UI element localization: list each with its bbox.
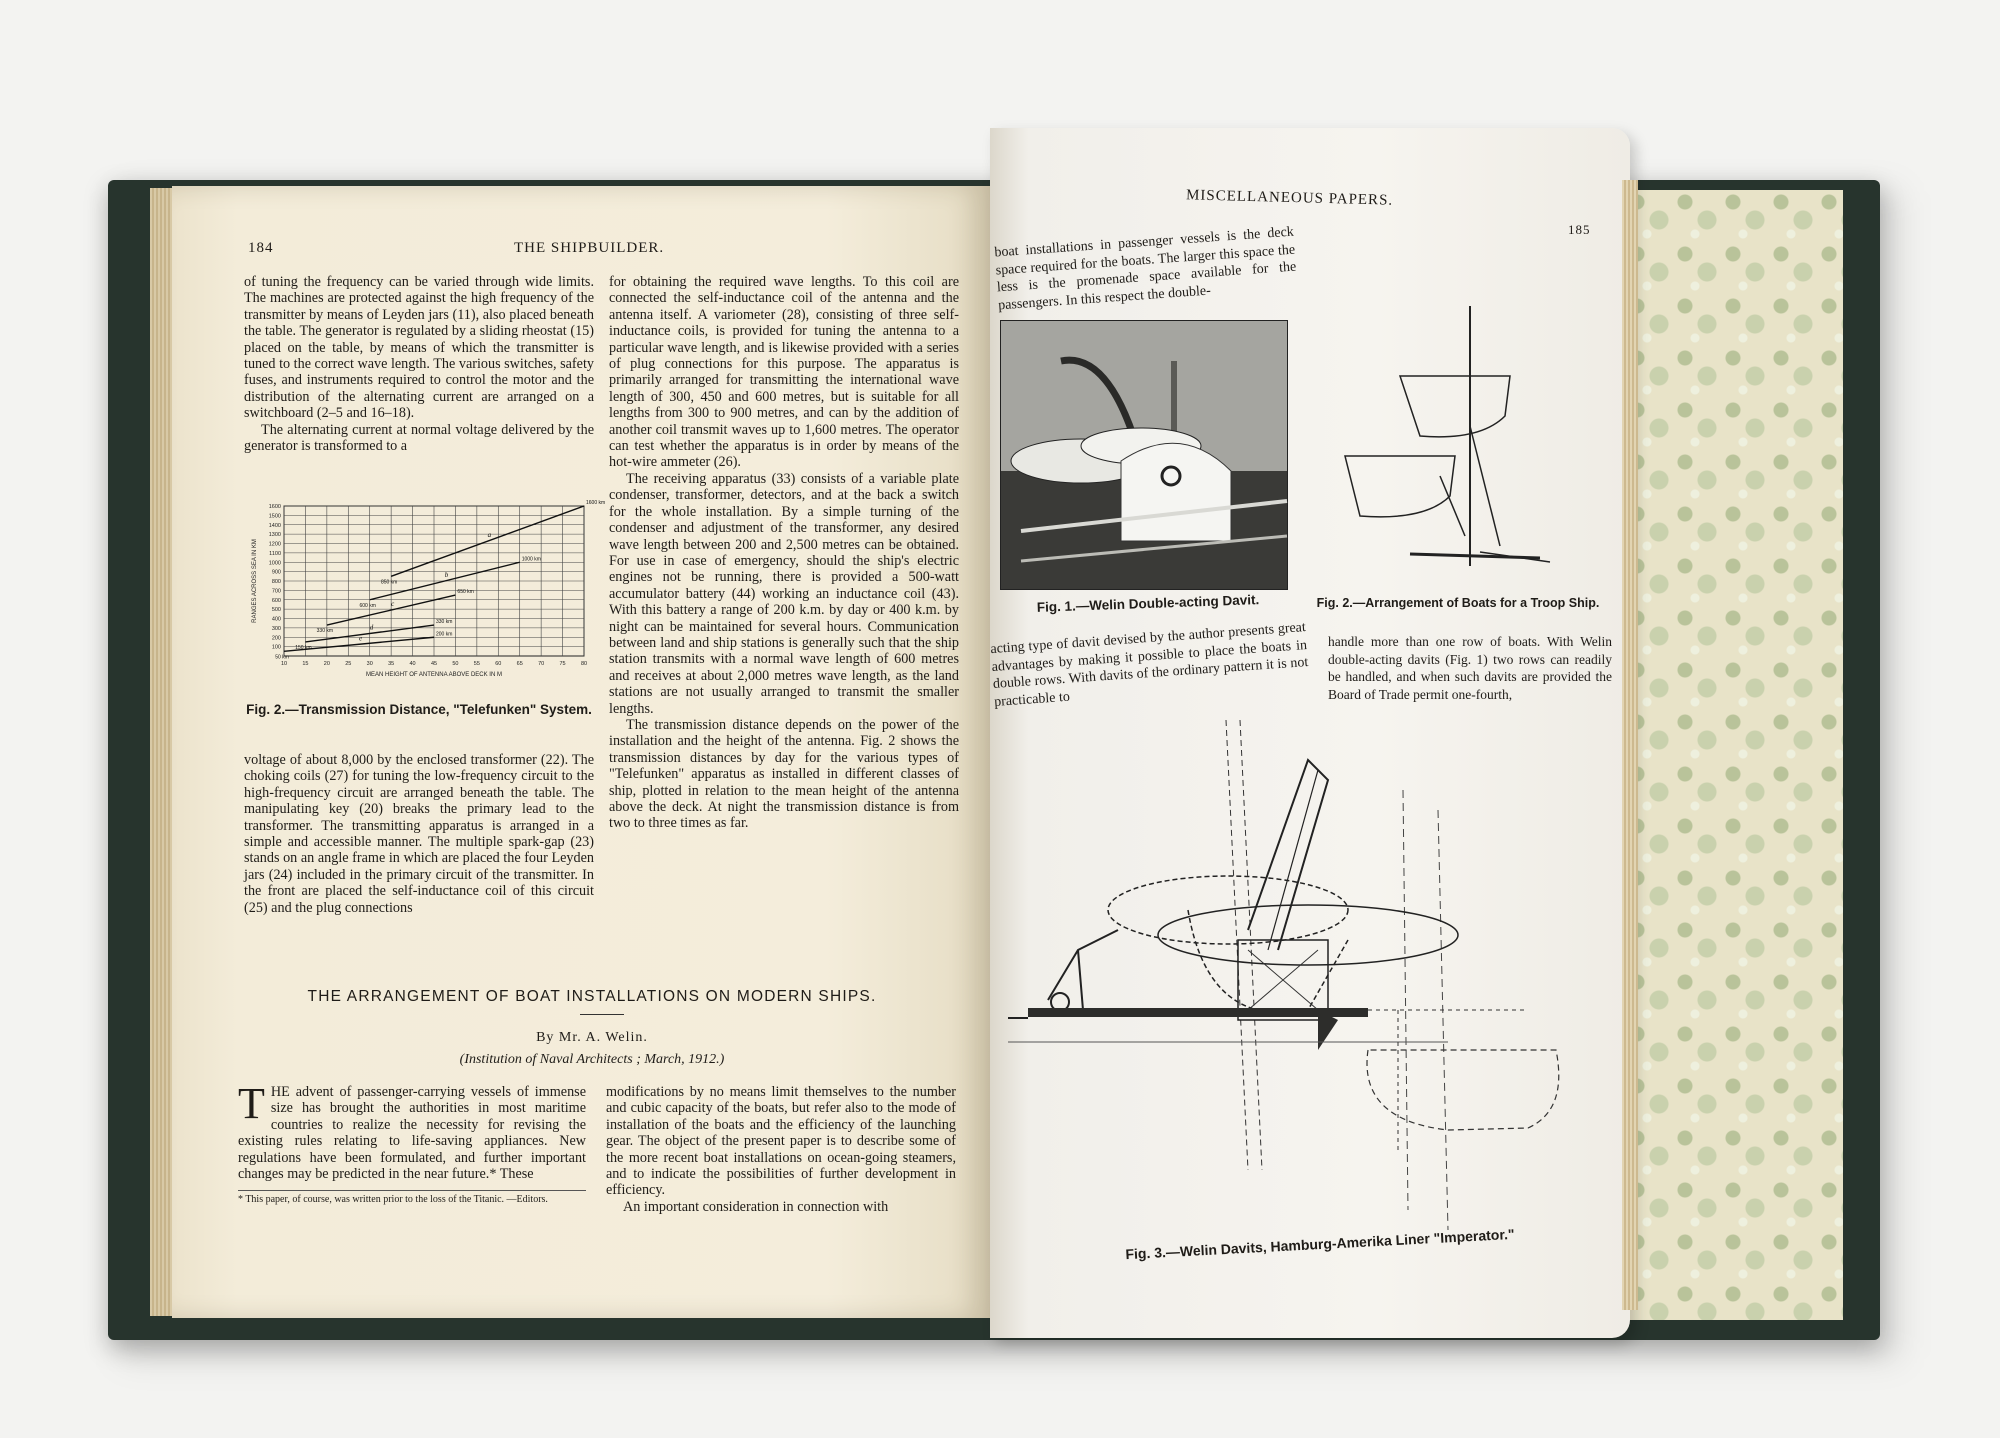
title-rule — [580, 1014, 624, 1015]
y-tick-label: 700 — [271, 588, 281, 595]
x-tick-label: 65 — [516, 661, 523, 667]
paragraph: An important consideration in connection with — [623, 1198, 889, 1215]
y-tick-label: 100 — [271, 644, 281, 651]
article-col1 — [238, 1079, 586, 1183]
y-tick-label: 1400 — [268, 522, 281, 529]
series-end-label: 330 km — [436, 619, 453, 626]
series-line-a — [391, 506, 584, 576]
davit-photo — [1000, 320, 1288, 590]
y-tick-label: 1500 — [268, 513, 281, 520]
series-end-label: 1600 km — [586, 500, 606, 506]
troop-ship-drawing — [1330, 306, 1590, 596]
series-name-label: e — [359, 634, 363, 643]
right-mid-col1: acting type of davit devised by the author presents great advantages by making it possible to place the boats in double rows. With davits of the ordinary pattern it is not practicable to — [990, 620, 1309, 710]
series-name-label: a — [487, 531, 492, 540]
series-start-label: 600 km — [359, 602, 376, 609]
y-tick-label: 600 — [271, 597, 281, 604]
y-tick-label: 1300 — [268, 532, 281, 539]
x-tick-label: 45 — [430, 661, 438, 667]
transmission-chart — [242, 498, 606, 698]
y-tick-label: 300 — [271, 625, 281, 632]
x-axis-label: MEAN HEIGHT OF ANTENNA ABOVE DECK IN M — [366, 672, 502, 678]
running-head-right: MISCELLANEOUS PAPERS. — [1185, 187, 1394, 209]
x-tick-label: 30 — [366, 661, 373, 667]
right-mid-col2: handle more than one row of boats. With Welin double-acting davits (Fig. 1) two rows can readily be handled, and when such davits are provided the Board of Trade permit one-fourth, — [1328, 634, 1612, 702]
left-col2 — [609, 274, 959, 832]
fig1-caption: Fig. 1.—Welin Double-acting Davit. — [1036, 592, 1260, 615]
paragraph: voltage of about 8,000 by the enclosed transformer (22). The choking coils (27) for tuning the low-frequency circuit to the high-frequency circuit are arranged beneath the table. The manipulating key (20) breaks the primary lead to the transformer. The transmitting apparatus is arranged in a simple and accessible manner. The multiple spark-gap (23) stands on an angle frame in which are placed the four Leyden jars (24) included in the primary circuit of the transmitter. In the front are placed the self-inductance coil of this circuit (25) and the plug connections — [244, 752, 594, 916]
right-top-text: boat installations in passenger vessels is the deck space required for the boats. The larger this space the less is the promenade space available for the passengers. In this respect the double- — [993, 224, 1297, 313]
left-col1-bottom — [244, 752, 594, 916]
series-start-label: 50 km — [275, 654, 289, 661]
paragraph: The alternating current at normal voltage delivered by the generator is transformed to a — [244, 421, 594, 455]
paragraph: modifications by no means limit themselves to the number and cubic capacity of the boats, but refer also to the mode of installation of the boats and the efficiency of the launching gear. The object of the present paper is to describe some of the more recent boat installations on ocean-going steamers, and to indicate the possibilities of further development in efficiency. — [606, 1084, 956, 1199]
y-tick-label: 900 — [271, 569, 281, 576]
floral-endpaper — [1625, 190, 1843, 1320]
page-edges-right — [1622, 180, 1638, 1310]
paragraph: for obtaining the required wave lengths. To this coil are connected the self-inductance coil of the antenna and the antenna itself. A variometer (28), consisting of three self-inductance coils, is provided for tuning the antenna to a particular wave length, and is likewise provided with a series of plug connections for this purpose. The apparatus is primarily arranged for transmitting the international wave length of 300, 450 and 600 metres, but is suitable for all lengths from 300 to 900 metres, and can by the addition of another coil transmit waves up to 1,600 metres. The operator can test whether the apparatus is in order by means of the hot-wire ammeter (26). — [609, 274, 959, 471]
x-tick-label: 35 — [388, 661, 395, 667]
byline: By Mr. A. Welin. — [536, 1030, 648, 1045]
paragraph: The transmission distance depends on the power of the installation and the height of the antenna. Fig. 2 shows the transmission distances by day for the various types of "Telefunken" apparatus as installed in different classes of ship, plotted in relation to the mean height of the antenna above the deck. At night the transmission distance is from two to three times as far. — [609, 716, 959, 832]
article-title: THE ARRANGEMENT OF BOAT INSTALLATIONS ON MODERN SHIPS. — [307, 988, 877, 1005]
series-end-label: 650 km — [457, 589, 474, 596]
chart-caption: Fig. 2.—Transmission Distance, "Telefunken" System. — [246, 702, 592, 717]
page-number-left: 184 — [248, 240, 274, 256]
y-tick-label: 1600 — [268, 504, 281, 510]
x-tick-label: 70 — [538, 661, 545, 667]
drop-cap: T — [238, 1079, 265, 1128]
y-tick-label: 1100 — [269, 550, 281, 557]
y-tick-label: 800 — [271, 579, 281, 585]
y-tick-label: 400 — [271, 616, 281, 623]
running-head-left: THE SHIPBUILDER. — [514, 240, 665, 256]
x-tick-label: 50 — [452, 661, 459, 667]
x-tick-label: 15 — [302, 661, 309, 667]
paragraph: The receiving apparatus (33) consists of a variable plate condenser, transformer, detectors, and at the back a switch for the whole installation. By a simple turning of the condenser and adjustment of the transformer, any desired wave length between 200 and 2,500 metres can be obtained. For use in case of emergency, should the ship's electric engines not be running, there is provided a 500-watt accumulator battery (44) working an inductance coil (43). With this battery a range of 200 k.m. by day or 400 k.m. by night can be maintained for several hours. Communication between land and ship stations is generally such that the ship station transmits with a normal wave length of 600 metres and receives at about 2,000 metres wave length, as the land stations are not usually arranged to transmit the smaller lengths. — [609, 470, 959, 717]
x-tick-label: 75 — [559, 661, 566, 667]
fig2-caption: Fig. 2.—Arrangement of Boats for a Troop Ship. — [1316, 596, 1600, 610]
right-page — [990, 128, 1630, 1338]
paragraph: of tuning the frequency can be varied through wide limits. The machines are protected against the high frequency of the transmitter by means of Leyden jars (11), also placed beneath the table. The generator is regulated by a sliding rheostat (15) placed on the table, by means of which the transmitter is tuned to the correct wave length. The various switches, safety fuses, and instruments required to control the motor and the distribution of the alternating current are arranged on a switchboard (2–5 and 16–18). — [244, 274, 594, 422]
y-tick-label: 1000 — [268, 560, 281, 567]
footnote-rule — [238, 1190, 586, 1191]
series-name-label: b — [444, 571, 449, 579]
series-start-label: 850 km — [380, 579, 398, 586]
y-tick-label: 200 — [271, 635, 281, 642]
y-axis-label: RANGES ACROSS SEA IN KM — [252, 539, 258, 623]
series-name-label: c — [391, 600, 395, 609]
x-tick-label: 80 — [580, 661, 588, 667]
x-tick-label: 10 — [280, 661, 288, 667]
fig3-caption: Fig. 3.—Welin Davits, Hamburg-Amerika Liner "Imperator." — [1125, 1225, 1515, 1263]
series-name-label: d — [369, 623, 374, 632]
series-end-label: 1000 km — [521, 556, 541, 563]
source-line: (Institution of Naval Architects ; March, 1912.) — [459, 1052, 725, 1067]
footnote: * This paper, of course, was written prior to the loss of the Titanic. —Editors. — [238, 1194, 548, 1205]
paragraph: HE advent of passenger-carrying vessels of immense size has brought the authorities in most maritime countries to realize the necessity for revising the existing rules relating to life-saving appliances. New regulations have been formulated, and further important changes may be predicted in the near future.* These — [238, 1084, 586, 1183]
y-tick-label: 500 — [271, 607, 281, 614]
y-tick-label: 1200 — [268, 541, 281, 548]
series-start-label: 330 km — [316, 628, 334, 635]
series-end-label: 200 km — [436, 631, 453, 638]
x-tick-label: 25 — [345, 661, 352, 667]
series-start-label: 150 km — [295, 644, 312, 651]
x-tick-label: 60 — [495, 661, 502, 667]
article-col2 — [606, 1084, 956, 1215]
x-tick-label: 20 — [323, 661, 330, 667]
x-tick-label: 55 — [473, 661, 480, 667]
page-number-right: 185 — [1568, 222, 1591, 237]
davit-photo-drawing — [1001, 321, 1287, 589]
x-tick-label: 40 — [409, 661, 416, 667]
left-page — [172, 186, 990, 1318]
left-col1-top — [244, 274, 594, 454]
